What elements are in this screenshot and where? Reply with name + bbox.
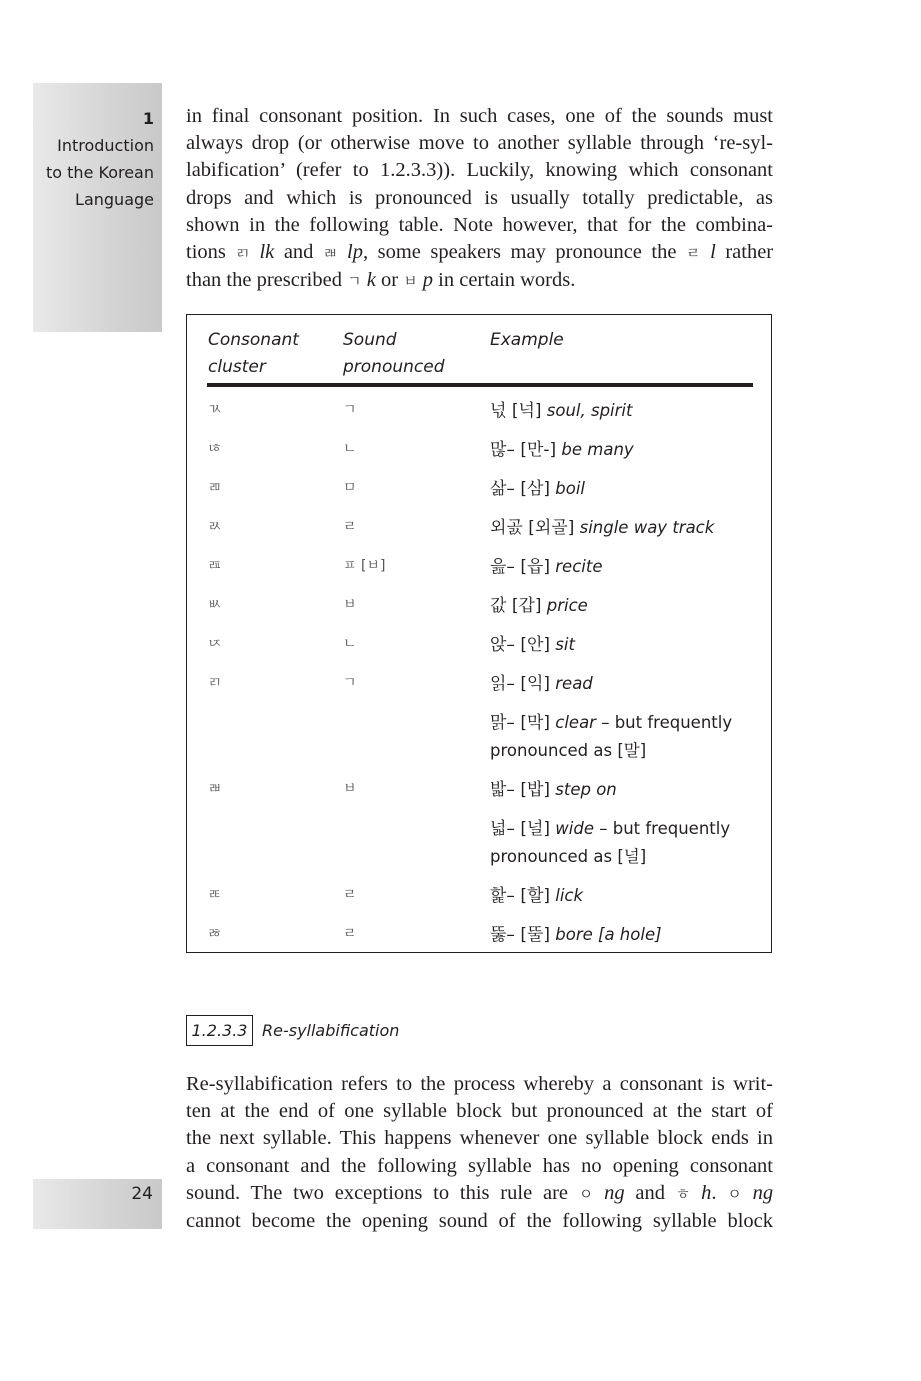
example-note: pronounced as [널]: [490, 847, 647, 866]
text-line: in final consonant position. In such cases, one of the sounds must: [186, 105, 773, 127]
chapter-title-line-2: to the Korean: [46, 163, 154, 182]
romanization: p: [422, 269, 434, 292]
chapter-title-line-3: Language: [75, 190, 154, 209]
example-word: 삶– [삼]: [490, 479, 551, 499]
hangul-letter: ㅇ: [727, 1184, 742, 1203]
text-fragment: , some speakers may pronounce the: [362, 241, 677, 264]
example-gloss: price: [546, 596, 588, 615]
text-fragment: tions: [186, 241, 226, 264]
example-word: 넋 [넉]: [490, 401, 542, 421]
header-text: Consonant: [208, 330, 299, 350]
section-number: 1.2.3.3: [186, 1015, 253, 1046]
romanization: lp: [347, 241, 363, 264]
example-word: 맑– [막]: [490, 713, 551, 733]
text-fragment: rather: [725, 241, 774, 264]
example-gloss: be many: [561, 440, 634, 459]
hangul-letter: ㄱ: [347, 272, 362, 291]
cluster-cell: ㄺ: [208, 675, 222, 691]
cluster-cell: ㄾ: [208, 887, 222, 903]
sound-cell: ㄴ: [343, 636, 357, 652]
example-gloss: sit: [555, 635, 575, 654]
hangul-letter: ㄹ: [686, 244, 701, 263]
example-cell: [490, 776, 760, 804]
chapter-heading: [33, 105, 154, 213]
example-cell: [490, 436, 760, 464]
cluster-cell: ㅄ: [208, 597, 222, 613]
text-fragment: than the prescribed: [186, 269, 342, 292]
cluster-cell: ㄻ: [208, 480, 222, 496]
sound-cell: ㄱ: [343, 675, 357, 691]
sound-cell: ㅍ [ㅂ]: [343, 558, 386, 574]
header-text: Example: [490, 330, 564, 350]
text-fragment: sound. The two exceptions to this rule are: [186, 1181, 568, 1204]
sound-cell: ㄹ: [343, 887, 357, 903]
cluster-cell: ㄽ: [208, 519, 222, 535]
example-cell: [490, 709, 760, 764]
example-cell: [490, 631, 760, 659]
example-word: 밟– [밥]: [490, 780, 551, 800]
text-line: [186, 267, 773, 295]
hangul-letter: ㅎ: [675, 1184, 691, 1203]
example-gloss: boil: [555, 479, 586, 498]
cluster-cell: ㄵ: [208, 636, 222, 652]
example-word: 외곬 [외골]: [490, 518, 575, 538]
chapter-title-line-1: Introduction: [57, 136, 154, 155]
text-fragment: and: [635, 1181, 665, 1204]
header-rule: [207, 383, 753, 387]
example-gloss: wide: [555, 819, 594, 838]
example-word: 넓– [널]: [490, 819, 551, 839]
example-gloss: soul, spirit: [546, 401, 633, 420]
text-line: the next syllable. This happens whenever one syllable block ends in: [186, 1127, 773, 1150]
text-line: always drop (or otherwise move to another syllable through ‘re-syl-: [186, 132, 773, 155]
cluster-cell: ㄳ: [208, 402, 222, 418]
example-cell: [490, 670, 760, 698]
example-note: – but frequently: [593, 819, 731, 838]
romanization: k: [366, 269, 376, 292]
sound-cell: ㄹ: [343, 519, 357, 535]
romanization: h: [701, 1181, 712, 1204]
text-line: [186, 1180, 773, 1208]
hangul-letter: ㄼ: [322, 244, 338, 263]
header-text: cluster: [208, 357, 266, 377]
sound-cell: ㅂ: [343, 781, 357, 797]
example-cell: [490, 592, 760, 620]
text-fragment: and: [283, 241, 314, 264]
page-number: 24: [131, 1184, 153, 1204]
example-note: – but frequently: [595, 713, 733, 732]
example-gloss: step on: [555, 780, 617, 799]
example-note: pronounced as [말]: [490, 741, 647, 760]
text-line: labification’ (refer to 1.2.3.3)). Luckily, knowing which consonant: [186, 159, 773, 182]
sound-cell: ㄱ: [343, 402, 357, 418]
example-cell: [490, 882, 760, 910]
romanization: ng: [752, 1181, 774, 1204]
romanization: l: [710, 241, 716, 264]
section-title: Re-syllabification: [262, 1021, 400, 1040]
cluster-cell: ㅀ: [208, 926, 222, 942]
text-line: a consonant and the following syllable has no opening consonant: [186, 1154, 773, 1177]
example-gloss: bore [a hole]: [555, 925, 662, 944]
cluster-cell: ㄶ: [208, 441, 222, 457]
chapter-number: 1: [142, 109, 154, 128]
intro-paragraph: [186, 103, 773, 295]
romanization: lk: [259, 241, 275, 264]
example-cell: [490, 921, 760, 949]
example-cell: [490, 553, 760, 581]
example-gloss: recite: [555, 557, 603, 576]
example-gloss: read: [555, 674, 593, 693]
example-word: 핥– [할]: [490, 886, 551, 906]
example-word: 읊– [읍]: [490, 557, 551, 577]
header-consonant-cluster: [208, 327, 299, 381]
example-word: 뚫– [뚤]: [490, 925, 551, 945]
cluster-cell: ㄿ: [208, 558, 222, 574]
header-text: Sound: [343, 330, 397, 350]
romanization: ng: [604, 1181, 625, 1204]
example-cell: [490, 514, 760, 542]
example-gloss: clear: [555, 713, 596, 732]
header-text: pronounced: [343, 357, 445, 377]
text-line: [186, 239, 773, 267]
header-sound-pronounced: [343, 327, 445, 381]
header-example: [490, 327, 564, 354]
example-word: 값 [갑]: [490, 596, 542, 616]
example-gloss: single way track: [579, 518, 715, 537]
resyllabification-paragraph: [186, 1071, 773, 1235]
example-gloss: lick: [555, 886, 584, 905]
text-line: ten at the end of one syllable block but pronounced at the start of: [186, 1100, 773, 1123]
text-line: Re-syllabification refers to the process whereby a consonant is writ-: [186, 1073, 773, 1095]
sound-cell: ㄹ: [343, 926, 357, 942]
example-word: 많– [만-]: [490, 440, 557, 460]
text-fragment: or: [380, 269, 399, 292]
text-line: cannot become the opening sound of the following syllable block: [186, 1210, 773, 1233]
example-cell: [490, 475, 760, 503]
text-line: drops and which is pronounced is usually totally predictable, as: [186, 186, 773, 209]
hangul-letter: ㄺ: [235, 244, 250, 263]
consonant-cluster-table: [186, 314, 772, 953]
example-word: 읽– [익]: [490, 674, 551, 694]
sound-cell: ㅂ: [343, 597, 357, 613]
hangul-letter: ㅂ: [403, 272, 418, 291]
cluster-cell: ㄼ: [208, 781, 222, 797]
example-word: 앉– [안]: [490, 635, 551, 655]
text-line: shown in the following table. Note however, that for the combina-: [186, 213, 773, 236]
text-fragment: .: [711, 1181, 717, 1204]
example-cell: [490, 397, 760, 425]
sound-cell: ㅁ: [343, 480, 357, 496]
hangul-letter: ㅇ: [578, 1184, 594, 1203]
sound-cell: ㄴ: [343, 441, 357, 457]
example-cell: [490, 815, 760, 870]
text-fragment: in certain words.: [438, 269, 576, 292]
